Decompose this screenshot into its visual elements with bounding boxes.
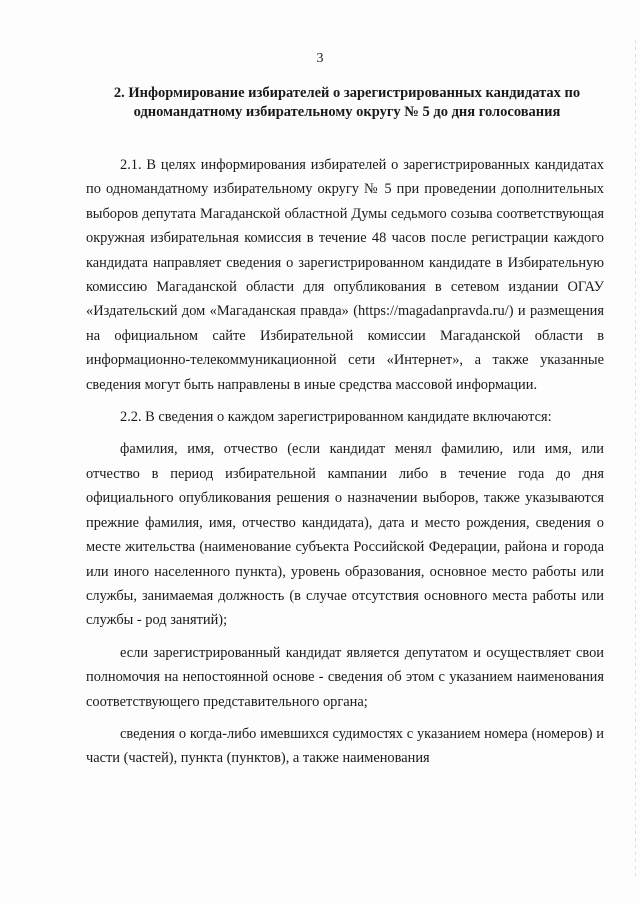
page-number: 3	[316, 51, 324, 66]
paragraph-criminal-record: сведения о когда-либо имевшихся судимостях с указанием номера (номеров) и части (частей), пункта (пунктов), а также наименования	[86, 725, 604, 767]
paragraph-deputy-status: если зарегистрированный кандидат является депутатом и осуществляет свои полномочия на непостоянной основе - сведения об этом с указанием наименования соответствующего представительного органа;	[86, 644, 604, 710]
document-body	[86, 153, 604, 771]
section-heading: 2. Информирование избирателей о зарегистрированных кандидатах по одномандатному избирательному округу № 5 до дня голосования	[113, 85, 581, 120]
paragraph-2-2: 2.2. В сведения о каждом зарегистрированном кандидате включаются:	[120, 409, 552, 426]
scan-edge-artifact	[635, 40, 636, 880]
paragraph-2-1: 2.1. В целях информирования избирателей о зарегистрированных кандидатах по одномандатному избирательному округу № 5 при проведении дополнительных выборов депутата Магаданской областной Думы седьмого созыва соответствующая окружная избирательная комиссия в течение 48 часов после регистрации каждого кандидата направляет сведения о зарегистрированном кандидате в Избирательную комиссию Магаданской области для опубликования в сетевом издании ОГАУ «Издательский дом «Магаданская правда» (https://magadanpravda.ru/) и размещения на официальном сайте Избирательной комиссии Магаданской области в информационно-телекоммуникационной сети «Интернет», а также указанные сведения могут быть направлены в иные средства массовой информации.	[86, 157, 604, 393]
paragraph-candidate-personal-data: фамилия, имя, отчество (если кандидат менял фамилию, или имя, или отчество в период избирательной кампании либо в течение года до дня официального опубликования решения о назначении выборов, также указываются прежние фамилия, имя, отчество кандидата), дата и место рождения, сведения о месте жительства (наименование субъекта Российской Федерации, района и города или иного населенного пункта), уровень образования, основное место работы или службы, занимаемая должность (в случае отсутствия основного места работы или службы - род занятий);	[86, 441, 604, 629]
